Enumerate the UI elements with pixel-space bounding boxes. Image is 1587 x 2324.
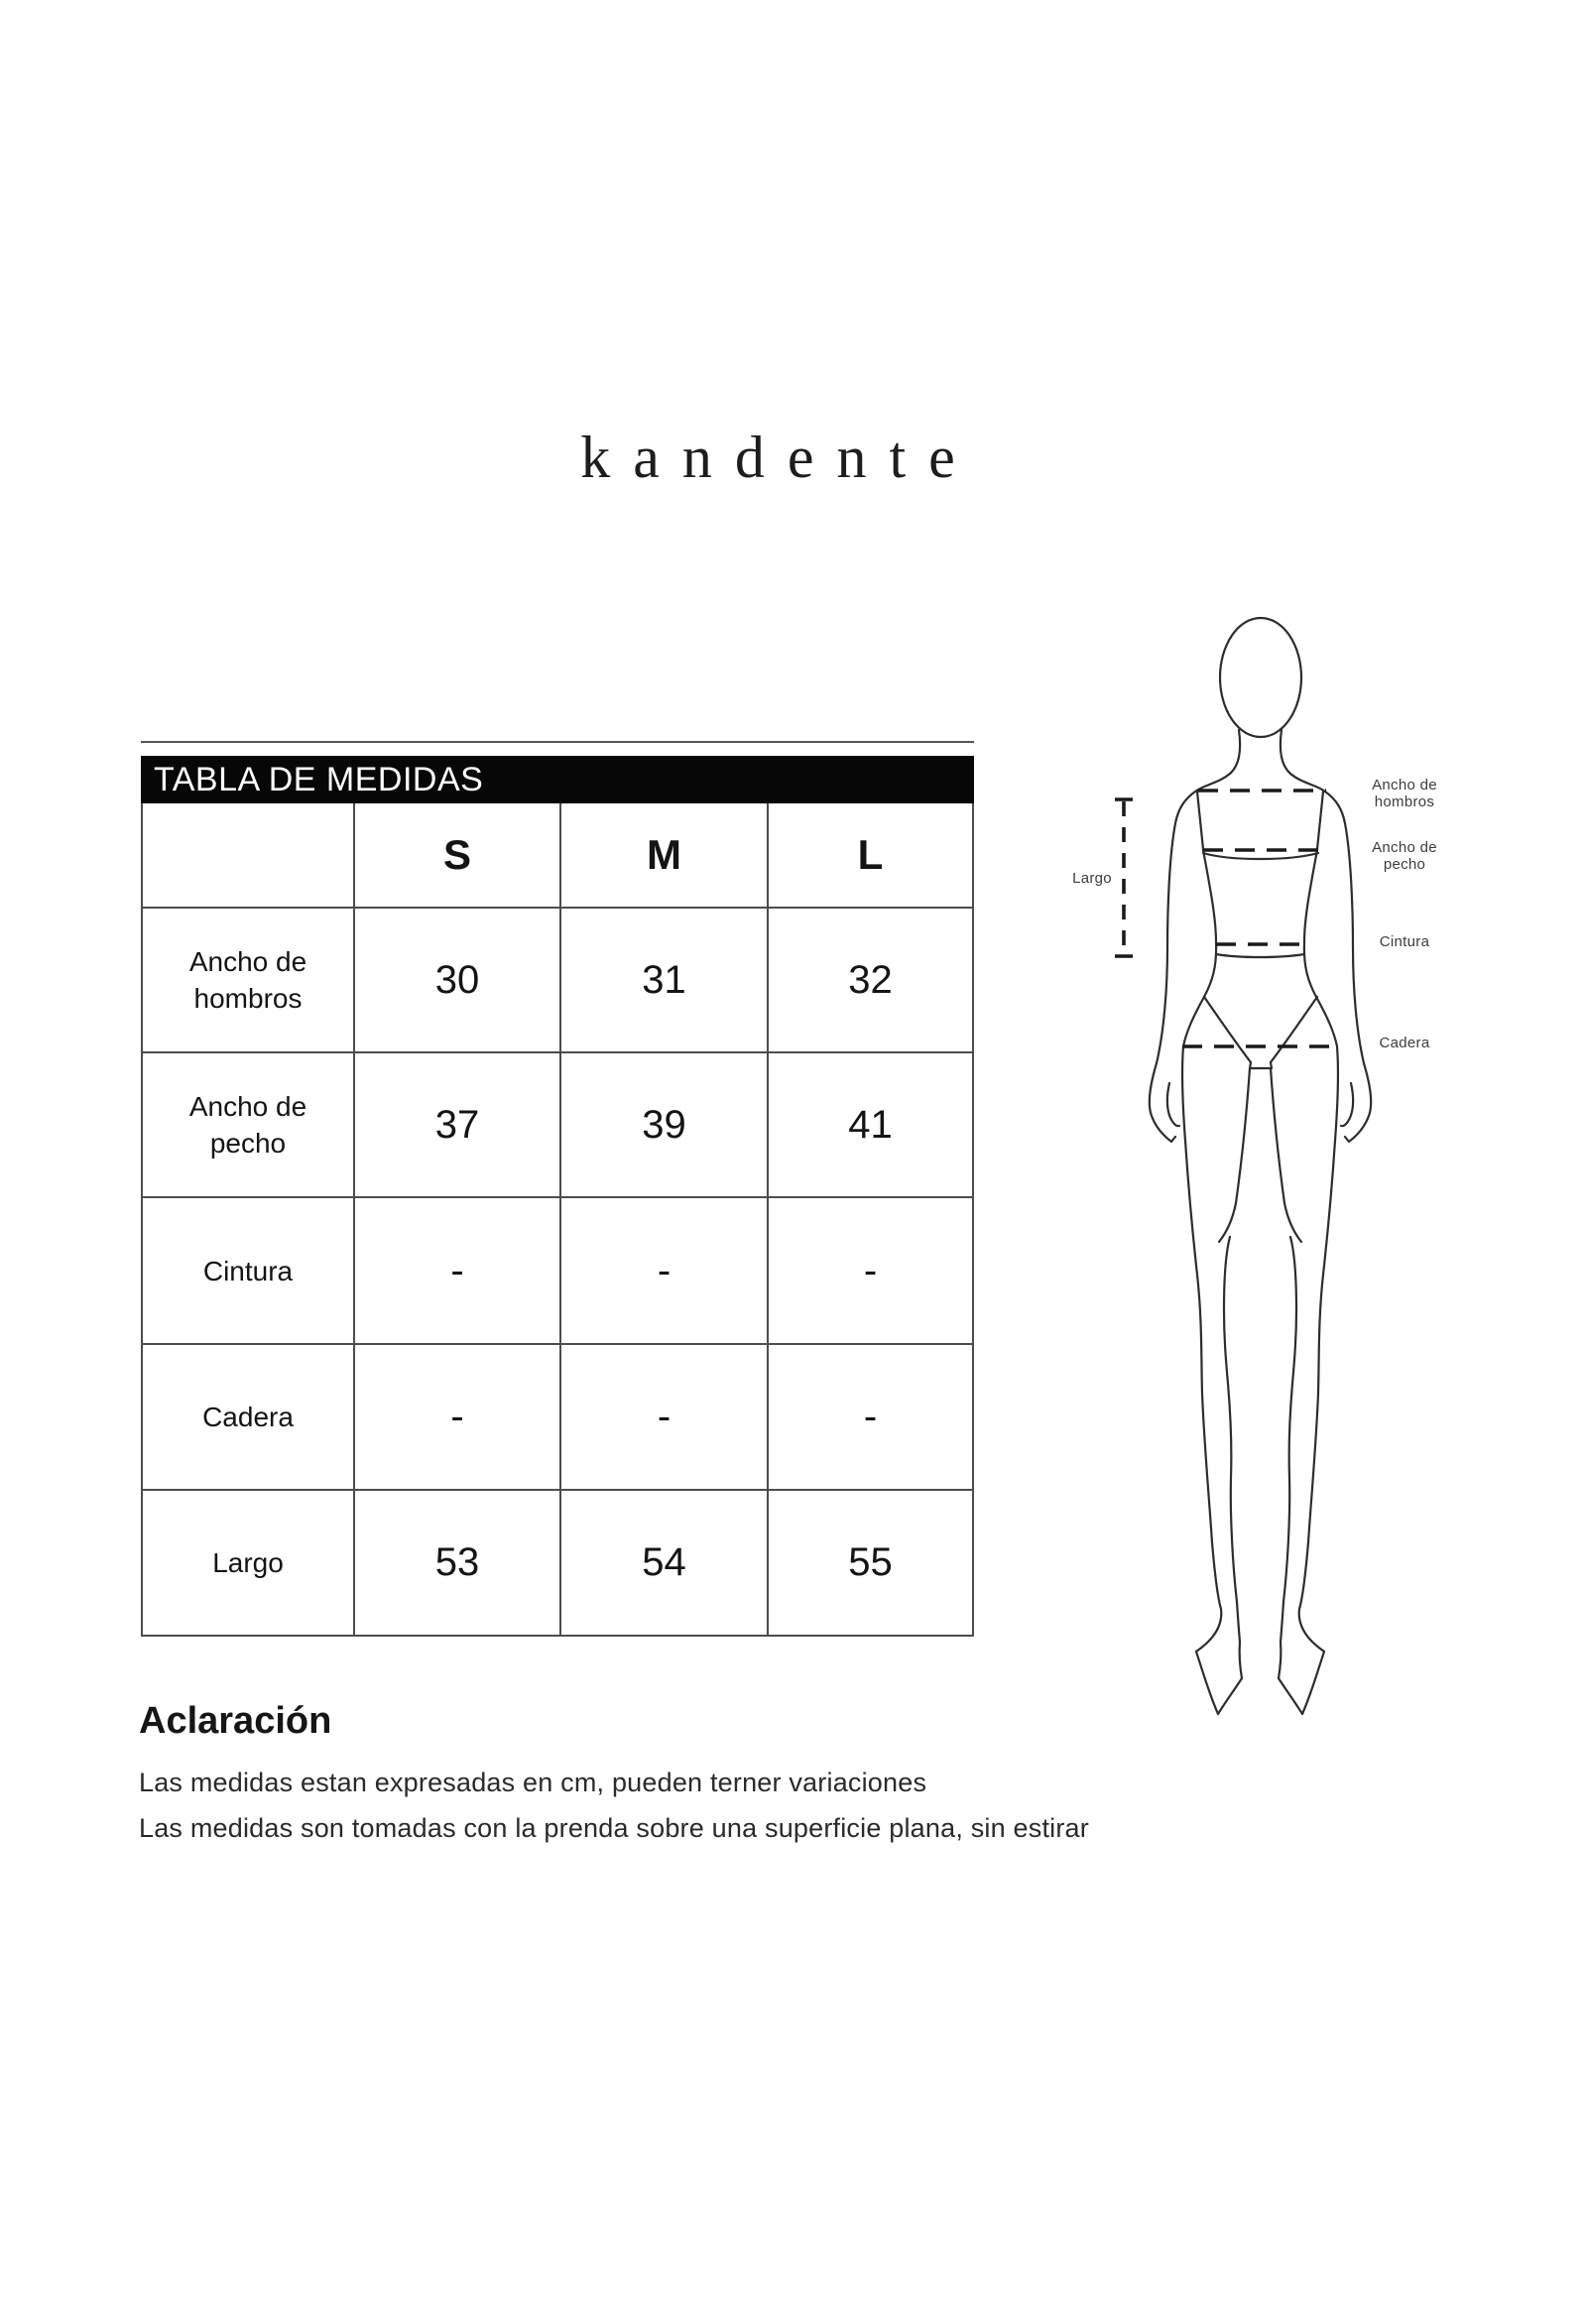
figure-bust-curve (1203, 853, 1318, 859)
figure-left-inseam (1219, 1068, 1250, 1242)
size-table-top-border (141, 741, 974, 743)
figure-right-hand-line (1341, 1083, 1353, 1126)
figure-left-hand-line (1167, 1083, 1179, 1126)
figure-right-inseam (1271, 1068, 1301, 1242)
value-cell: - (353, 1196, 559, 1343)
figure-label-chest: Ancho de pecho (1372, 839, 1437, 873)
size-table (141, 803, 974, 1637)
figure-left-arm-outline (1150, 730, 1240, 1142)
value-cell: 31 (559, 907, 767, 1051)
row-label-cintura: Cintura (143, 1196, 353, 1343)
figure-label-hip: Cadera (1379, 1035, 1430, 1051)
note-line: Las medidas estan expresadas en cm, pueden terner variaciones (139, 1768, 927, 1797)
figure-crotch-line (1250, 1062, 1272, 1068)
figure-right-inner-leg (1281, 1237, 1296, 1642)
row-label-cadera: Cadera (143, 1343, 353, 1489)
value-cell: 53 (353, 1489, 559, 1635)
value-cell: - (767, 1196, 972, 1343)
figure-right-bikini-line (1271, 997, 1317, 1062)
figure-right-strap-line (1317, 792, 1323, 849)
figure-right-torso-leg-outline (1299, 850, 1338, 1651)
body-measurement-figure (1032, 585, 1567, 1736)
row-label-ancho-de-pecho: Ancho de pecho (143, 1051, 353, 1196)
figure-label-length: Largo (1072, 870, 1112, 887)
value-cell: - (559, 1343, 767, 1489)
figure-label-shoulders: Ancho de hombros (1372, 777, 1437, 810)
value-cell: 55 (767, 1489, 972, 1635)
size-table-title: TABLA DE MEDIDAS (141, 756, 974, 803)
value-cell: 37 (353, 1051, 559, 1196)
figure-head (1220, 618, 1301, 737)
figure-left-inner-leg (1224, 1237, 1240, 1642)
note-line: Las medidas son tomadas con la prenda sobre una superficie plana, sin estirar (139, 1813, 1089, 1843)
value-cell: 39 (559, 1051, 767, 1196)
figure-left-bikini-line (1204, 997, 1251, 1062)
row-label-ancho-de-hombros: Ancho de hombros (143, 907, 353, 1051)
value-cell: 54 (559, 1489, 767, 1635)
size-column-header-s: S (353, 803, 559, 907)
figure-left-foot (1196, 1642, 1242, 1714)
size-column-header-m: M (559, 803, 767, 907)
value-cell: - (559, 1196, 767, 1343)
figure-right-foot (1279, 1642, 1324, 1714)
figure-label-waist: Cintura (1379, 933, 1430, 950)
brand-logo: kandente (580, 425, 978, 490)
value-cell: - (353, 1343, 559, 1489)
size-column-header-l: L (767, 803, 972, 907)
corner-cell (143, 803, 353, 907)
row-label-largo: Largo (143, 1489, 353, 1635)
value-cell: 41 (767, 1051, 972, 1196)
value-cell: 32 (767, 907, 972, 1051)
value-cell: 30 (353, 907, 559, 1051)
value-cell: - (767, 1343, 972, 1489)
figure-left-torso-leg-outline (1182, 850, 1221, 1651)
notes-heading: Aclaración (139, 1700, 332, 1742)
figure-left-strap-line (1197, 792, 1203, 849)
figure-waistband-line (1216, 954, 1304, 957)
